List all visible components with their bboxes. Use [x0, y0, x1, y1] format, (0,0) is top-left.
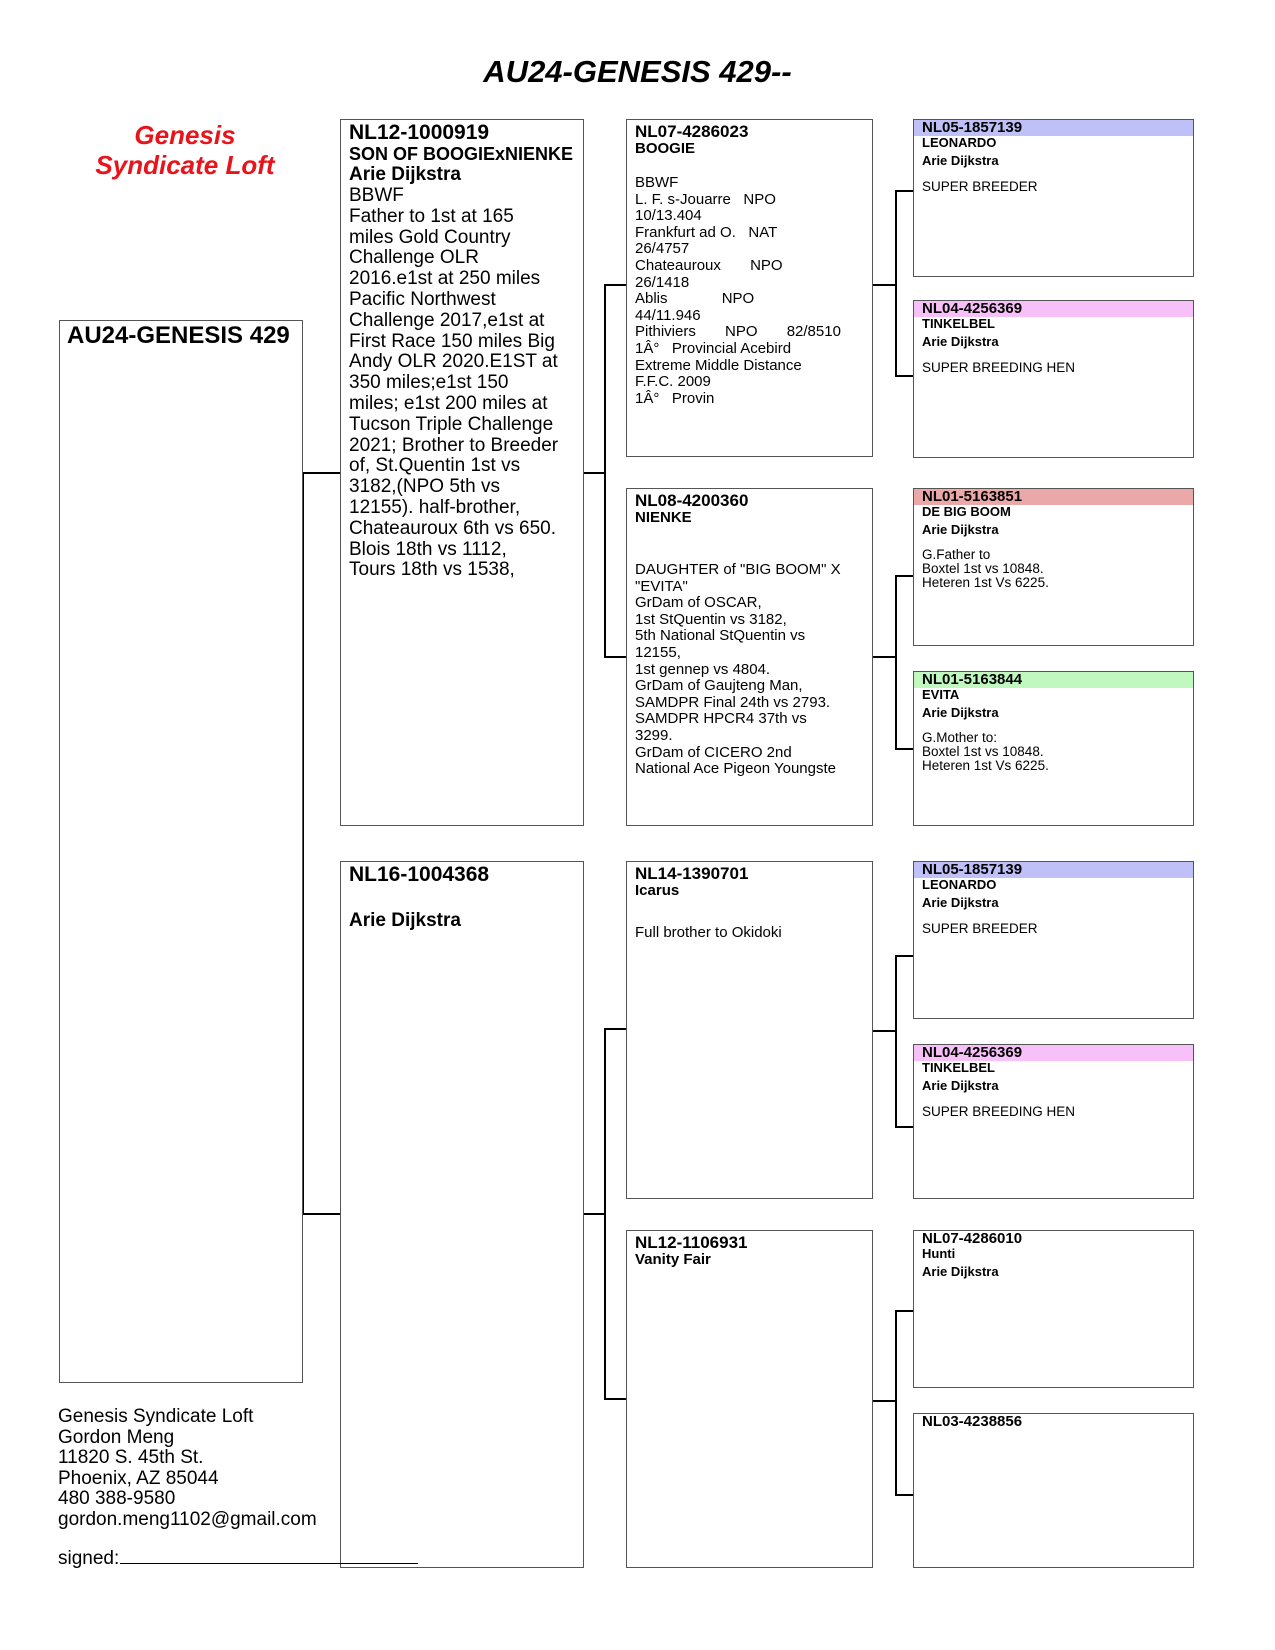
- owner-address: [58, 1407, 317, 1530]
- ggp-notes: G.Father to Boxtel 1st vs 10848. Heteren 1st Vs 6225.: [922, 547, 1049, 590]
- loft-logo: [60, 120, 310, 180]
- connector-line: [583, 1213, 605, 1215]
- owner-loft: Genesis Syndicate Loft: [58, 1406, 254, 1427]
- dam-sire-name: Icarus: [635, 882, 680, 899]
- connector-line: [895, 190, 897, 376]
- dam-dam-name: Vanity Fair: [635, 1251, 711, 1268]
- sire-sire-notes: BBWF L. F. s-Jouarre NPO 10/13.404 Frankfurt ad O. NAT 26/4757 Chateauroux NPO 26/1418 Ablis NPO 44/11.946 Pithiviers NPO 82/8510 1Â° Provincial Acebird Extreme Middle Distance F.F.C. 2009 1Â° Provin: [635, 174, 841, 407]
- connector-line: [895, 575, 913, 577]
- signature-line[interactable]: [120, 1545, 418, 1564]
- sire-notes: BBWF Father to 1st at 165 miles Gold Country Challenge OLR 2016.e1st at 250 miles Pacific Northwest Challenge 2017,e1st at First Race 150 miles Big Andy OLR 2020.E1ST at 350 miles;e1st 150 miles; e1st 200 miles at Tucson Triple Challenge 2021; Brother to Breeder of, St.Quentin 1st vs 3182,(NPO 5th vs 12155). half-brother, Chateauroux 6th vs 650. Blois 18th vs 1112, Tours 18th vs 1538,: [349, 185, 559, 581]
- owner-phone: 480 388-9580: [58, 1488, 176, 1509]
- connector-line: [895, 1126, 913, 1128]
- connector-line: [872, 1400, 896, 1402]
- connector-line: [895, 1494, 913, 1496]
- sire-sire-ring-number: NL07-4286023: [635, 122, 749, 141]
- subject-ring-number: AU24-GENESIS 429: [67, 322, 290, 349]
- ggp-box-5: [913, 861, 1194, 1019]
- ggp-breeder: Arie Dijkstra: [922, 522, 999, 537]
- sire-box: [340, 119, 584, 826]
- connector-line: [604, 656, 626, 658]
- ggp-name: Hunti: [922, 1246, 956, 1261]
- owner-city: Phoenix, AZ 85044: [58, 1467, 219, 1489]
- ggp-ring-number: NL03-4238856: [922, 1413, 1023, 1430]
- connector-line: [604, 284, 606, 658]
- connector-line: [895, 190, 913, 192]
- connector-line: [895, 955, 897, 1127]
- dam-sire-ring-number: NL14-1390701: [635, 864, 749, 883]
- sire-ring-number: NL12-1000919: [349, 121, 490, 144]
- connector-line: [604, 1398, 626, 1400]
- sire-dam-ring-number: NL08-4200360: [635, 491, 749, 510]
- ggp-ring-number: NL04-4256369: [914, 1045, 1193, 1061]
- subject-box: [59, 320, 303, 1383]
- ggp-breeder: Arie Dijkstra: [922, 153, 999, 168]
- ggp-box-6: [913, 1044, 1194, 1199]
- ggp-name: TINKELBEL: [922, 316, 995, 331]
- dam-sire-box: [626, 861, 873, 1199]
- ggp-name: TINKELBEL: [922, 1060, 995, 1075]
- connector-line: [872, 656, 896, 658]
- sire-name: SON OF BOOGIExNIENKE: [349, 144, 574, 164]
- ggp-box-3: [913, 488, 1194, 646]
- signature-label: signed:: [58, 1548, 120, 1569]
- ggp-ring-number: NL05-1857139: [914, 120, 1193, 136]
- ggp-box-1: [913, 119, 1194, 277]
- connector-line: [895, 955, 913, 957]
- connector-line: [604, 1028, 626, 1030]
- connector-line: [302, 472, 340, 474]
- sire-dam-name: NIENKE: [635, 509, 692, 526]
- ggp-name: LEONARDO: [922, 877, 997, 892]
- ggp-ring-number: NL04-4256369: [914, 301, 1193, 317]
- ggp-breeder: Arie Dijkstra: [922, 334, 999, 349]
- connector-line: [583, 472, 605, 474]
- ggp-notes: SUPER BREEDER: [922, 179, 1038, 194]
- connector-line: [895, 575, 897, 750]
- connector-line: [604, 1028, 606, 1400]
- sire-breeder: Arie Dijkstra: [349, 164, 461, 185]
- signature-area: [58, 1545, 418, 1570]
- ggp-notes: SUPER BREEDER: [922, 921, 1038, 936]
- ggp-name: DE BIG BOOM: [922, 504, 1011, 519]
- ggp-notes: SUPER BREEDING HEN: [922, 1104, 1076, 1119]
- connector-line: [895, 748, 913, 750]
- dam-box: [340, 861, 584, 1568]
- ggp-box-4: [913, 671, 1194, 826]
- ggp-box-2: [913, 300, 1194, 458]
- ggp-name: EVITA: [922, 687, 960, 702]
- ggp-notes: G.Mother to: Boxtel 1st vs 10848. Heteren 1st Vs 6225.: [922, 730, 1049, 773]
- sire-dam-box: [626, 488, 873, 826]
- ggp-ring-number: NL07-4286010: [922, 1230, 1023, 1247]
- connector-line: [872, 1030, 896, 1032]
- ggp-breeder: Arie Dijkstra: [922, 1264, 999, 1279]
- sire-sire-name: BOOGIE: [635, 140, 696, 157]
- ggp-breeder: Arie Dijkstra: [922, 895, 999, 910]
- dam-dam-box: [626, 1230, 873, 1568]
- ggp-notes: SUPER BREEDING HEN: [922, 360, 1076, 375]
- connector-line: [895, 375, 913, 377]
- sire-dam-notes: DAUGHTER of "BIG BOOM" X "EVITA" GrDam of OSCAR, 1st StQuentin vs 3182, 5th National StQuentin vs 12155, 1st gennep vs 4804. GrDam of Gaujteng Man, SAMDPR Final 24th vs 2793. SAMDPR HPCR4 37th vs 3299. GrDam of CICERO 2nd National Ace Pigeon Youngste: [635, 561, 841, 778]
- connector-line: [872, 284, 896, 286]
- ggp-breeder: Arie Dijkstra: [922, 705, 999, 720]
- loft-logo-line-2: Syndicate Loft: [95, 150, 275, 180]
- ggp-box-8: [913, 1413, 1194, 1568]
- owner-email: gordon.meng1102@gmail.com: [58, 1508, 317, 1530]
- ggp-breeder: Arie Dijkstra: [922, 1078, 999, 1093]
- owner-name: Gordon Meng: [58, 1426, 175, 1448]
- connector-line: [604, 284, 626, 286]
- dam-ring-number: NL16-1004368: [349, 863, 490, 886]
- ggp-ring-number: NL05-1857139: [914, 862, 1193, 878]
- ggp-ring-number: NL01-5163851: [914, 489, 1193, 505]
- ggp-ring-number: NL01-5163844: [914, 672, 1193, 688]
- connector-line: [895, 1310, 913, 1312]
- dam-dam-ring-number: NL12-1106931: [635, 1233, 748, 1252]
- owner-street: 11820 S. 45th St.: [58, 1447, 204, 1468]
- page-title: AU24-GENESIS 429--: [483, 54, 792, 89]
- dam-sire-notes: Full brother to Okidoki: [635, 924, 782, 941]
- connector-line: [302, 1213, 340, 1215]
- loft-logo-line-1: Genesis: [134, 120, 236, 150]
- connector-line: [895, 1310, 897, 1496]
- ggp-box-7: [913, 1230, 1194, 1388]
- sire-sire-box: [626, 119, 873, 457]
- dam-breeder: Arie Dijkstra: [349, 910, 461, 931]
- ggp-name: LEONARDO: [922, 135, 997, 150]
